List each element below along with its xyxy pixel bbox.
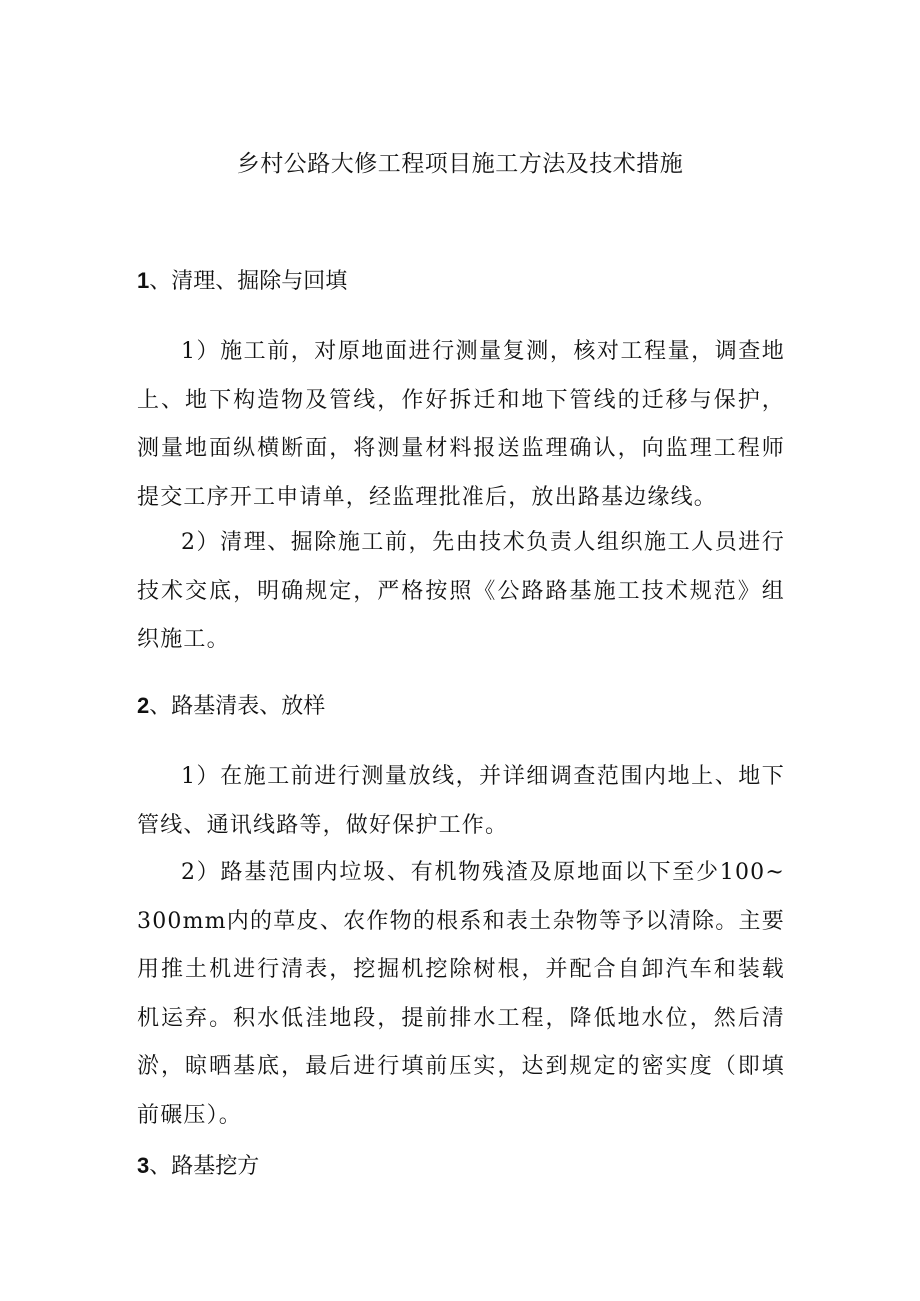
section-heading-2 [137, 688, 325, 725]
section-heading-1 [137, 263, 347, 300]
section-number: 1 [137, 268, 150, 293]
section-heading-text: 、路基挖方 [149, 1154, 260, 1179]
paragraph: 2）路基范围内垃圾、有机物残渣及原地面以下至少100~300mm内的草皮、农作物的根系和表土杂物等予以清除。主要用推土机进行清表，挖掘机挖除树根，并配合自卸汽车和装载机运弃。积水低洼地段，提前排水工程，降低地水位，然后清淤，晾晒基底，最后进行填前压实，达到规定的密实度（即填前碾压）。 [137, 860, 785, 1128]
paragraph: 1）施工前，对原地面进行测量复测，核对工程量，调查地上、地下构造物及管线，作好拆迁和地下管线的迁移与保护，测量地面纵横断面，将测量材料报送监理确认，向监理工程师提交工序开工申请单，经监理批准后，放出路基边缘线。 [137, 339, 785, 510]
paragraph: 1）在施工前进行测量放线，并详细调查范围内地上、地下管线、通讯线路等，做好保护工作。 [137, 764, 785, 838]
section-heading-3 [137, 1148, 259, 1185]
section-number: 3 [137, 1153, 150, 1178]
section-heading-text: 、路基清表、放样 [149, 694, 326, 719]
document-title: 乡村公路大修工程项目施工方法及技术措施 [236, 151, 684, 177]
section-number: 2 [137, 693, 150, 718]
section-heading-text: 、清理、掘除与回填 [149, 269, 348, 294]
paragraph: 2）清理、掘除施工前，先由技术负责人组织施工人员进行技术交底，明确规定，严格按照《公路路基施工技术规范》组织施工。 [137, 530, 785, 653]
